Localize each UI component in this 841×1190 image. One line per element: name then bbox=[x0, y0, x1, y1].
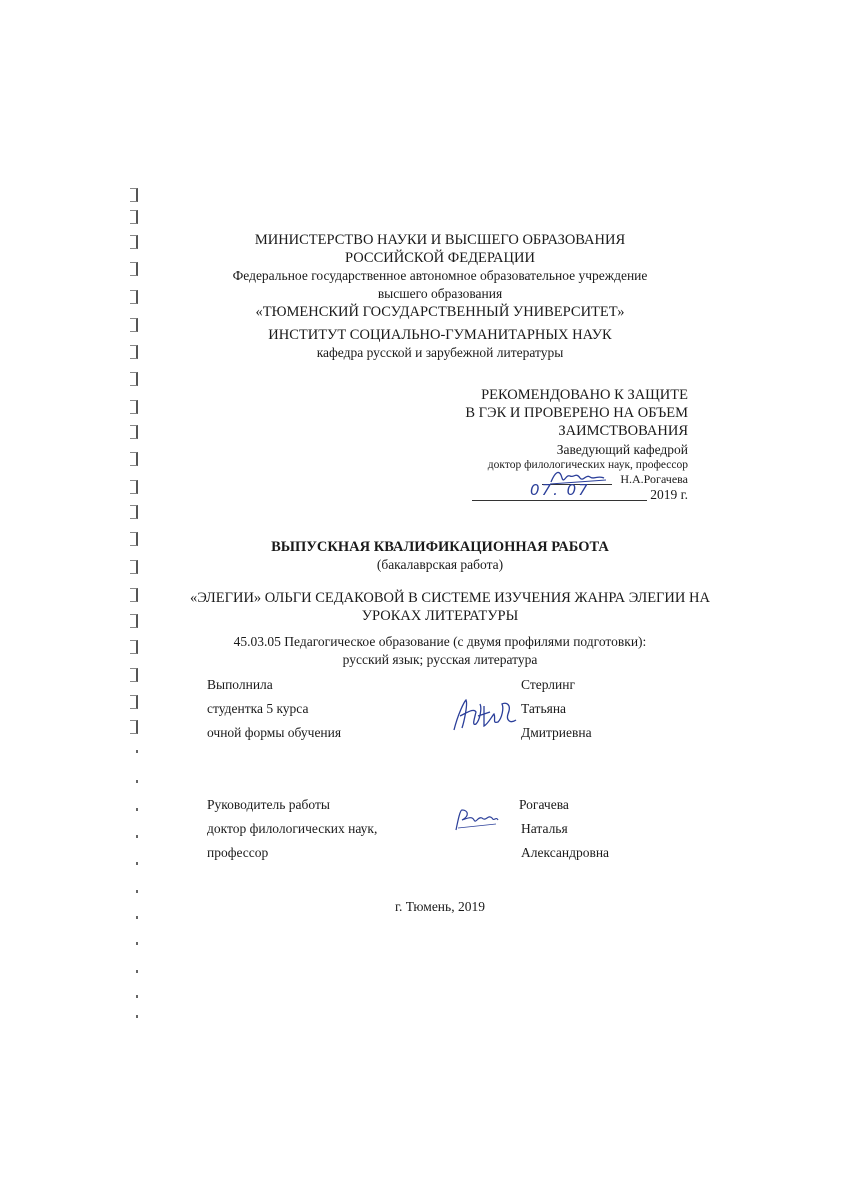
binding-mark bbox=[130, 916, 138, 919]
binding-mark bbox=[130, 400, 138, 414]
approval-line-2: В ГЭК И ПРОВЕРЕНО НА ОБЪЕМ bbox=[465, 405, 688, 421]
binding-mark bbox=[130, 942, 138, 945]
binding-mark bbox=[130, 290, 138, 304]
binding-mark bbox=[130, 262, 138, 276]
approval-line-3: ЗАИМСТВОВАНИЯ bbox=[558, 423, 688, 439]
binding-mark bbox=[130, 588, 138, 602]
institute-name: ИНСТИТУТ СОЦИАЛЬНО-ГУМАНИТАРНЫХ НАУК bbox=[268, 327, 612, 343]
binding-mark bbox=[130, 372, 138, 386]
author-label-3: очной формы обучения bbox=[207, 725, 342, 740]
supervisor-label-3: профессор bbox=[207, 845, 269, 860]
supervisor-patronymic: Александровна bbox=[521, 845, 610, 860]
supervisor-label-2: доктор филологических наук, bbox=[207, 821, 378, 836]
binding-mark bbox=[130, 835, 138, 838]
binding-mark bbox=[130, 1015, 138, 1018]
approval-line-1: РЕКОМЕНДОВАНО К ЗАЩИТЕ bbox=[481, 387, 688, 403]
binding-mark bbox=[130, 560, 138, 574]
author-label-2: студентка 5 курса bbox=[207, 701, 309, 716]
author-patronymic: Дмитриевна bbox=[521, 725, 592, 740]
author-surname: Стерлинг bbox=[521, 677, 576, 692]
binding-mark bbox=[130, 720, 138, 734]
department-name: кафедра русской и зарубежной литературы bbox=[316, 345, 564, 360]
ministry-line-1: МИНИСТЕРСТВО НАУКИ И ВЫСШЕГО ОБРАЗОВАНИЯ bbox=[254, 232, 626, 248]
work-subtype: (бакалаврская работа) bbox=[376, 557, 504, 572]
binding-mark bbox=[130, 890, 138, 893]
binding-mark bbox=[130, 695, 138, 709]
university-name: «ТЮМЕНСКИЙ ГОСУДАРСТВЕННЫЙ УНИВЕРСИТЕТ» bbox=[255, 304, 625, 320]
city-year: г. Тюмень, 2019 bbox=[395, 899, 485, 914]
approver-degree: доктор филологических наук, профессор bbox=[487, 459, 688, 471]
author-signature-icon bbox=[450, 694, 520, 738]
author-label-1: Выполнила bbox=[207, 677, 273, 692]
binding-mark bbox=[130, 480, 138, 494]
institution-type: Федеральное государственное автономное образовательное учреждение bbox=[232, 268, 648, 283]
supervisor-surname: Рогачева bbox=[519, 797, 569, 812]
binding-mark bbox=[130, 668, 138, 682]
supervisor-signature-icon bbox=[452, 806, 502, 834]
program-line-1: 45.03.05 Педагогическое образование (с двумя профилями подготовки): bbox=[233, 634, 647, 649]
author-name: Татьяна bbox=[521, 701, 567, 716]
binding-mark bbox=[130, 614, 138, 628]
binding-mark bbox=[130, 210, 138, 224]
topic-line-2: УРОКАХ ЛИТЕРАТУРЫ bbox=[361, 608, 519, 624]
binding-mark bbox=[130, 995, 138, 998]
binding-mark bbox=[130, 862, 138, 865]
binding-mark bbox=[130, 808, 138, 811]
binding-mark bbox=[130, 970, 138, 973]
approver-position: Заведующий кафедрой bbox=[556, 442, 688, 457]
institution-level: высшего образования bbox=[377, 286, 503, 301]
binding-mark bbox=[130, 425, 138, 439]
approval-year: 2019 г. bbox=[650, 487, 688, 502]
binding-mark bbox=[130, 235, 138, 249]
work-type: ВЫПУСКНАЯ КВАЛИФИКАЦИОННАЯ РАБОТА bbox=[271, 539, 609, 555]
binding-mark bbox=[130, 505, 138, 519]
binding-mark bbox=[130, 188, 138, 202]
approval-date-line bbox=[472, 500, 647, 501]
binding-mark bbox=[130, 532, 138, 546]
supervisor-name: Наталья bbox=[521, 821, 568, 836]
program-line-2: русский язык; русская литература bbox=[342, 652, 538, 667]
binding-mark bbox=[130, 452, 138, 466]
binding-mark bbox=[130, 750, 138, 753]
binding-mark bbox=[130, 345, 138, 359]
binding-mark bbox=[130, 318, 138, 332]
approval-date-handwritten: 07. 07 bbox=[530, 481, 590, 499]
binding-mark bbox=[130, 640, 138, 654]
binding-marks bbox=[124, 180, 144, 1020]
topic-line-1: «ЭЛЕГИИ» ОЛЬГИ СЕДАКОВОЙ В СИСТЕМЕ ИЗУЧЕНИЯ ЖАНРА ЭЛЕГИИ НА bbox=[190, 590, 710, 606]
supervisor-label-1: Руководитель работы bbox=[207, 797, 330, 812]
binding-mark bbox=[130, 780, 138, 783]
ministry-line-2: РОССИЙСКОЙ ФЕДЕРАЦИИ bbox=[345, 250, 535, 266]
approver-name: Н.А.Рогачева bbox=[620, 472, 688, 486]
